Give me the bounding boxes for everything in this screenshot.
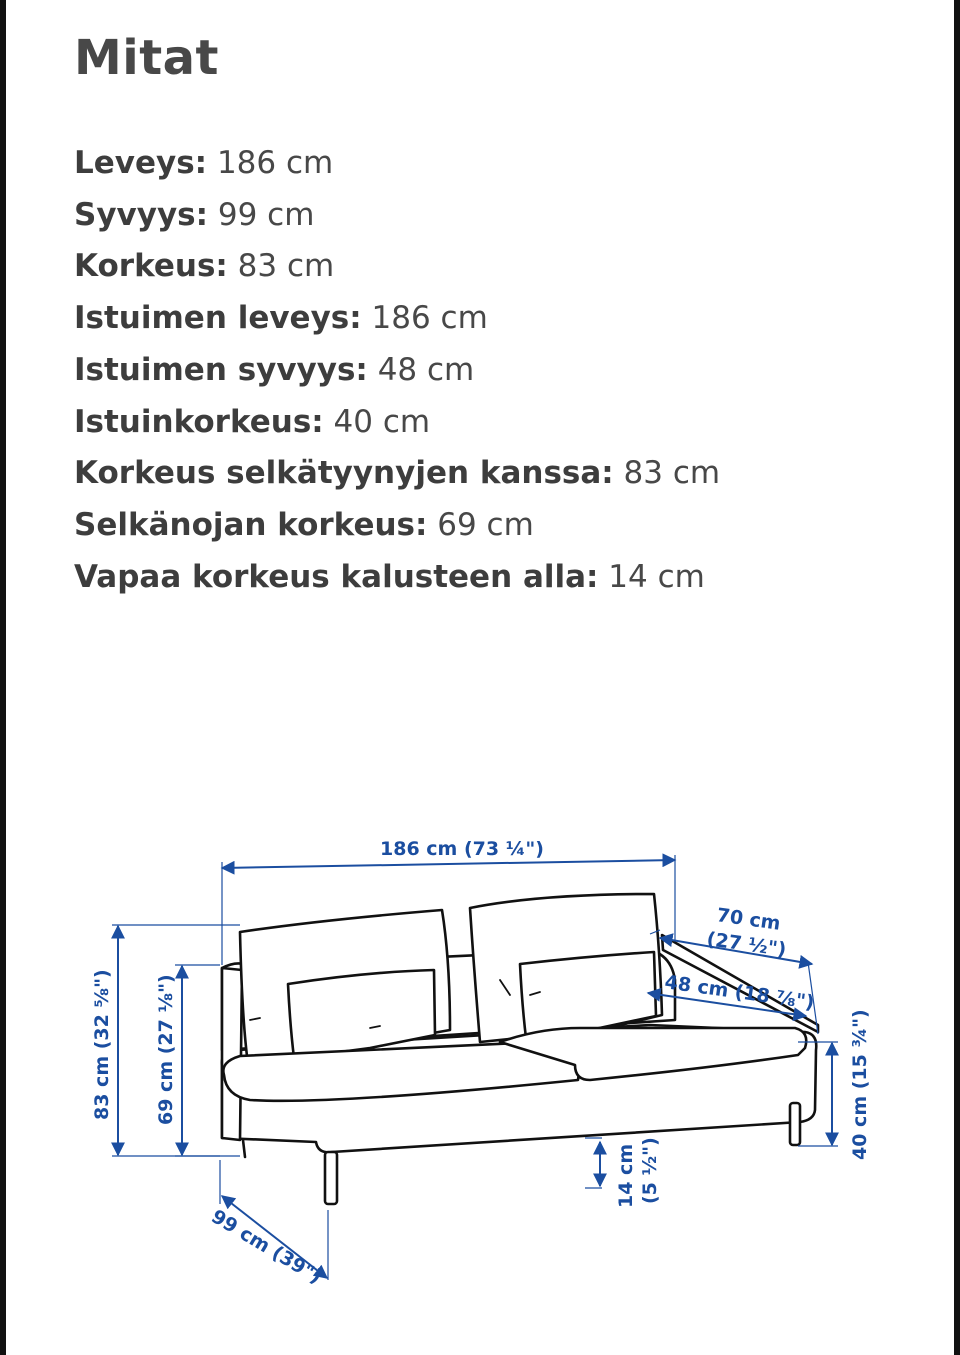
right-edge-bar (954, 0, 960, 1355)
dimension-value: 14 cm (608, 558, 705, 595)
outer-depth-label-in: (27 ½") (705, 928, 788, 962)
dimension-row-seat-depth (74, 345, 720, 397)
dimension-label: Istuimen leveys: (74, 300, 362, 337)
total-height-label: 83 cm (32 ⅝") (91, 969, 113, 1120)
sofa-dimension-diagram (70, 820, 900, 1310)
seat-depth-label: 48 cm (18 ⅞") (663, 971, 816, 1014)
dimension-row-free-height-under (74, 552, 720, 604)
dimension-value: 83 cm (237, 248, 335, 285)
dimension-label: Istuimen syvyys: (74, 351, 368, 388)
dimension-row-backrest-height (74, 500, 720, 552)
dimension-value: 69 cm (437, 506, 534, 543)
dimension-row-depth (74, 190, 720, 242)
dimension-value: 83 cm (623, 455, 721, 492)
page-title: Mitat (74, 30, 219, 86)
dimension-value: 48 cm (377, 351, 475, 388)
clearance-label-cm: 14 cm (615, 1143, 637, 1208)
dimension-label: Istuinkorkeus: (74, 403, 324, 440)
dimension-row-height (74, 241, 720, 293)
dimension-label: Selkänojan korkeus: (74, 506, 428, 543)
backrest-height-label: 69 cm (27 ⅛") (155, 974, 177, 1125)
dimension-row-seat-height (74, 397, 720, 449)
width-dimension-line (222, 860, 675, 868)
dimension-value: 99 cm (217, 196, 315, 233)
dimension-label: Korkeus: (74, 248, 228, 285)
dimension-label: Vapaa korkeus kalusteen alla: (74, 558, 599, 595)
dimension-value: 40 cm (333, 403, 431, 440)
dimension-row-width (74, 138, 720, 190)
outer-depth-label-cm: 70 cm (715, 904, 782, 935)
dimensions-list (74, 138, 720, 603)
clearance-label-in: (5 ½") (639, 1137, 661, 1204)
dimension-label: Korkeus selkätyynyjen kanssa: (74, 455, 614, 492)
width-dimension-label: 186 cm (73 ¼") (380, 838, 544, 860)
dimension-row-height-with-cushions (74, 448, 720, 500)
sofa-drawing (70, 820, 900, 1310)
total-depth-label: 99 cm (39") (207, 1205, 326, 1289)
dimension-row-seat-width (74, 293, 720, 345)
seat-height-label: 40 cm (15 ¾") (849, 1009, 871, 1160)
dimension-label: Leveys: (74, 145, 208, 181)
left-edge-bar (0, 0, 6, 1355)
dimension-label: Syvyys: (74, 196, 209, 233)
dimension-value: 186 cm (216, 145, 334, 181)
dimension-value: 186 cm (371, 300, 488, 337)
